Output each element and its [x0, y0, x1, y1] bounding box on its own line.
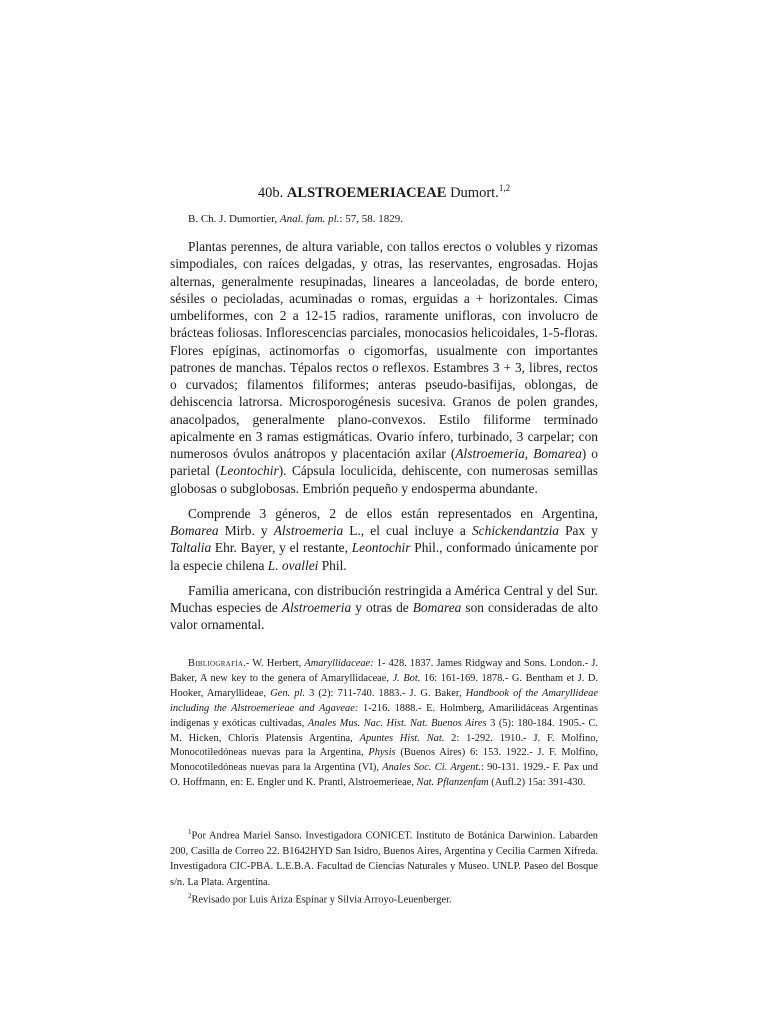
- text-run: Ehr. Bayer, y el restante,: [211, 540, 352, 556]
- bibliography: [170, 657, 598, 791]
- text-run: Phil., conformado únicamente por la especie chilena: [170, 540, 599, 573]
- description-body: [170, 238, 598, 642]
- genus-name: Leontochir: [351, 540, 411, 556]
- reference-title: J. Bot.: [392, 672, 421, 684]
- text-run: son consideradas de alto valor ornamental.: [170, 600, 598, 633]
- text-run: ,: [524, 446, 534, 461]
- reference-title: Nat. Pflanzenfam: [416, 777, 489, 789]
- text-run: 1- 428. 1837. James Ridgway and Sons. London.- J. Baker, A new key to the genera of Amaryllidaceae,: [170, 658, 598, 684]
- family-title: [170, 183, 598, 202]
- text-run: Plantas perennes, de altura variable, con tallos erectos o volubles y rizomas simpodiales, con raíces delgadas, y otras, las reservantes, engrosadas. Hojas alternas, generalmente resupinadas, lineares a lanceoladas, de borde entero, sésiles o pecioladas, acuminadas o romas, erguidas a + horizontales. Cimas umbeliformes, con 2 a 12-15 radios, raramente unifloras, con involucro de brácteas foliosas. Inflorescencias parciales, monocasios helicoidales, 1-5-floras. Flores epíginas, actinomorfas o cigomorfas, usualmente con importantes patrones de manchas. Tépalos rectos o reflexos. Estambres 3 + 3, libres, rectos o curvados; filamentos filiformes; anteras pseudo-basifijas, oblongas, de dehiscencia latrorsa. Microsporogénesis sucesiva. Granos de polen grandes, anacolpados, generalmente plano-convexos. Estilo filiforme terminado apicalmente en 3 ramas estigmáticas. Ovario ínfero, turbinado, 3 carpelar; con numerosos óvulos anátropos y placentación axilar (: [170, 239, 598, 461]
- citation-work: Anal. fam. pl.: [279, 213, 340, 225]
- genus-name: Alstroemeria: [273, 523, 344, 538]
- text-run: Comprende 3 géneros, 2 de ellos están representados en Argentina,: [188, 505, 598, 521]
- genera-paragraph: [170, 505, 598, 574]
- text-run: Pax y: [559, 523, 598, 538]
- text-run: y otras de: [351, 600, 413, 615]
- genus-name: Taltalia: [170, 540, 212, 556]
- text-run: Familia americana, con distribución restringida a América Central y del Sur. Muchas especies de: [170, 582, 598, 615]
- footnote-mark: 2: [188, 892, 192, 900]
- text-run: ). Cápsula loculicida, dehiscente, con numerosas semillas globosas o subglobosas. Embrión pequeño y endosperma abundante.: [170, 463, 599, 496]
- species-name: L. ovallei: [267, 557, 319, 573]
- text-run: 3 (2): 711-740. 1883.- J. G. Baker,: [304, 687, 466, 699]
- citation-details: : 57, 58. 1829.: [339, 213, 403, 225]
- text-run: 1-216. 1888.- E. Holmberg, Amarilidáceas Argentinas indígenas y exóticas cultivadas,: [170, 702, 598, 729]
- title-family-name: ALSTROEMERIACEAE: [286, 184, 447, 201]
- reference-title: Amaryllidaceae:: [304, 658, 374, 669]
- text-run: .- W. Herbert,: [243, 658, 305, 669]
- text-run: 2: 1-292. 1910.- J. F. Molfino, Monocotiledóneas nuevas para la Argentina,: [170, 732, 598, 759]
- title-author: Dumort.: [450, 184, 499, 201]
- title-number: 40b.: [257, 184, 284, 201]
- text-run: Phil.: [318, 557, 347, 573]
- reference-title: Physis: [368, 747, 396, 759]
- text-run: 16: 161-169. 1878.- G. Bentham et J. D. Hooker, Amaryllideae,: [170, 672, 598, 699]
- genus-name: Alstroemeria: [455, 446, 525, 461]
- text-run: (Buenos Aires) 6: 153. 1922.- J. F. Molfino, Monocotiledóneas nuevas para la Argentina (VI),: [170, 747, 598, 774]
- reference-title: Gen. pl.: [270, 687, 305, 699]
- reference-title: Anales Soc. Ci. Argent.: [382, 762, 481, 774]
- title-footnote-marks: 1,2: [498, 183, 511, 193]
- text-run: (Aufl.2) 15a: 391-430.: [488, 777, 586, 789]
- text-run: L., el cual incluye a: [343, 523, 472, 538]
- citation-author: B. Ch. J. Dumortier,: [188, 213, 278, 225]
- description-paragraph: [170, 238, 598, 497]
- genus-name: Leontochir: [219, 463, 279, 479]
- footnote-2: [170, 889, 598, 908]
- reference-title: Anales Mus. Nac. Hist. Nat. Buenos Aires: [307, 717, 487, 729]
- text-run: : 90-131. 1929.- F. Pax und O. Hoffmann, en: E. Engler und K. Prantl, Alstroemerieae,: [170, 762, 598, 789]
- text-run: 3 (5): 180-184. 1905.- C. M. Hicken, Chloris Platensis Argentina,: [170, 717, 598, 744]
- genus-name: Bomarea: [170, 523, 219, 538]
- genus-name: Alstroemeria: [281, 600, 352, 615]
- footnote-text: Por Andrea Mariel Sanso. Investigadora CONICET. Instituto de Botánica Darwinion. Labarden 200, Casilla de Correo 22. B1642HYD San Isidro, Buenos Aires, Argentina y Cecilia Carmen Xifreda. Investigadora CIC-PBA. L.E.B.A. Facultad de Ciencias Naturales y Museo. UNLP. Paseo del Bosque s/n. La Plata. Argentina.: [170, 830, 598, 888]
- text-run: Mirb. y: [218, 523, 274, 538]
- footnote-1: [170, 825, 598, 890]
- genus-name: Bomarea: [533, 446, 582, 461]
- reference-title: Apuntes Hist. Nat.: [359, 732, 445, 744]
- text-run: ) o parietal (: [170, 446, 598, 479]
- distribution-paragraph: [170, 582, 598, 634]
- genus-name: Bomarea: [412, 600, 462, 615]
- footnote-text: Revisado por Luis Ariza Espinar y Silvia Arroyo-Leuenberger.: [191, 894, 452, 906]
- author-citation: [188, 213, 403, 225]
- bibliography-label: Bibliografía: [188, 658, 244, 669]
- footnote-mark: 1: [188, 828, 192, 836]
- genus-name: Schickendantzia: [471, 523, 559, 538]
- reference-title: Handbook of the Amaryllideae including the Alstroemerieae and Agaveae:: [170, 687, 598, 714]
